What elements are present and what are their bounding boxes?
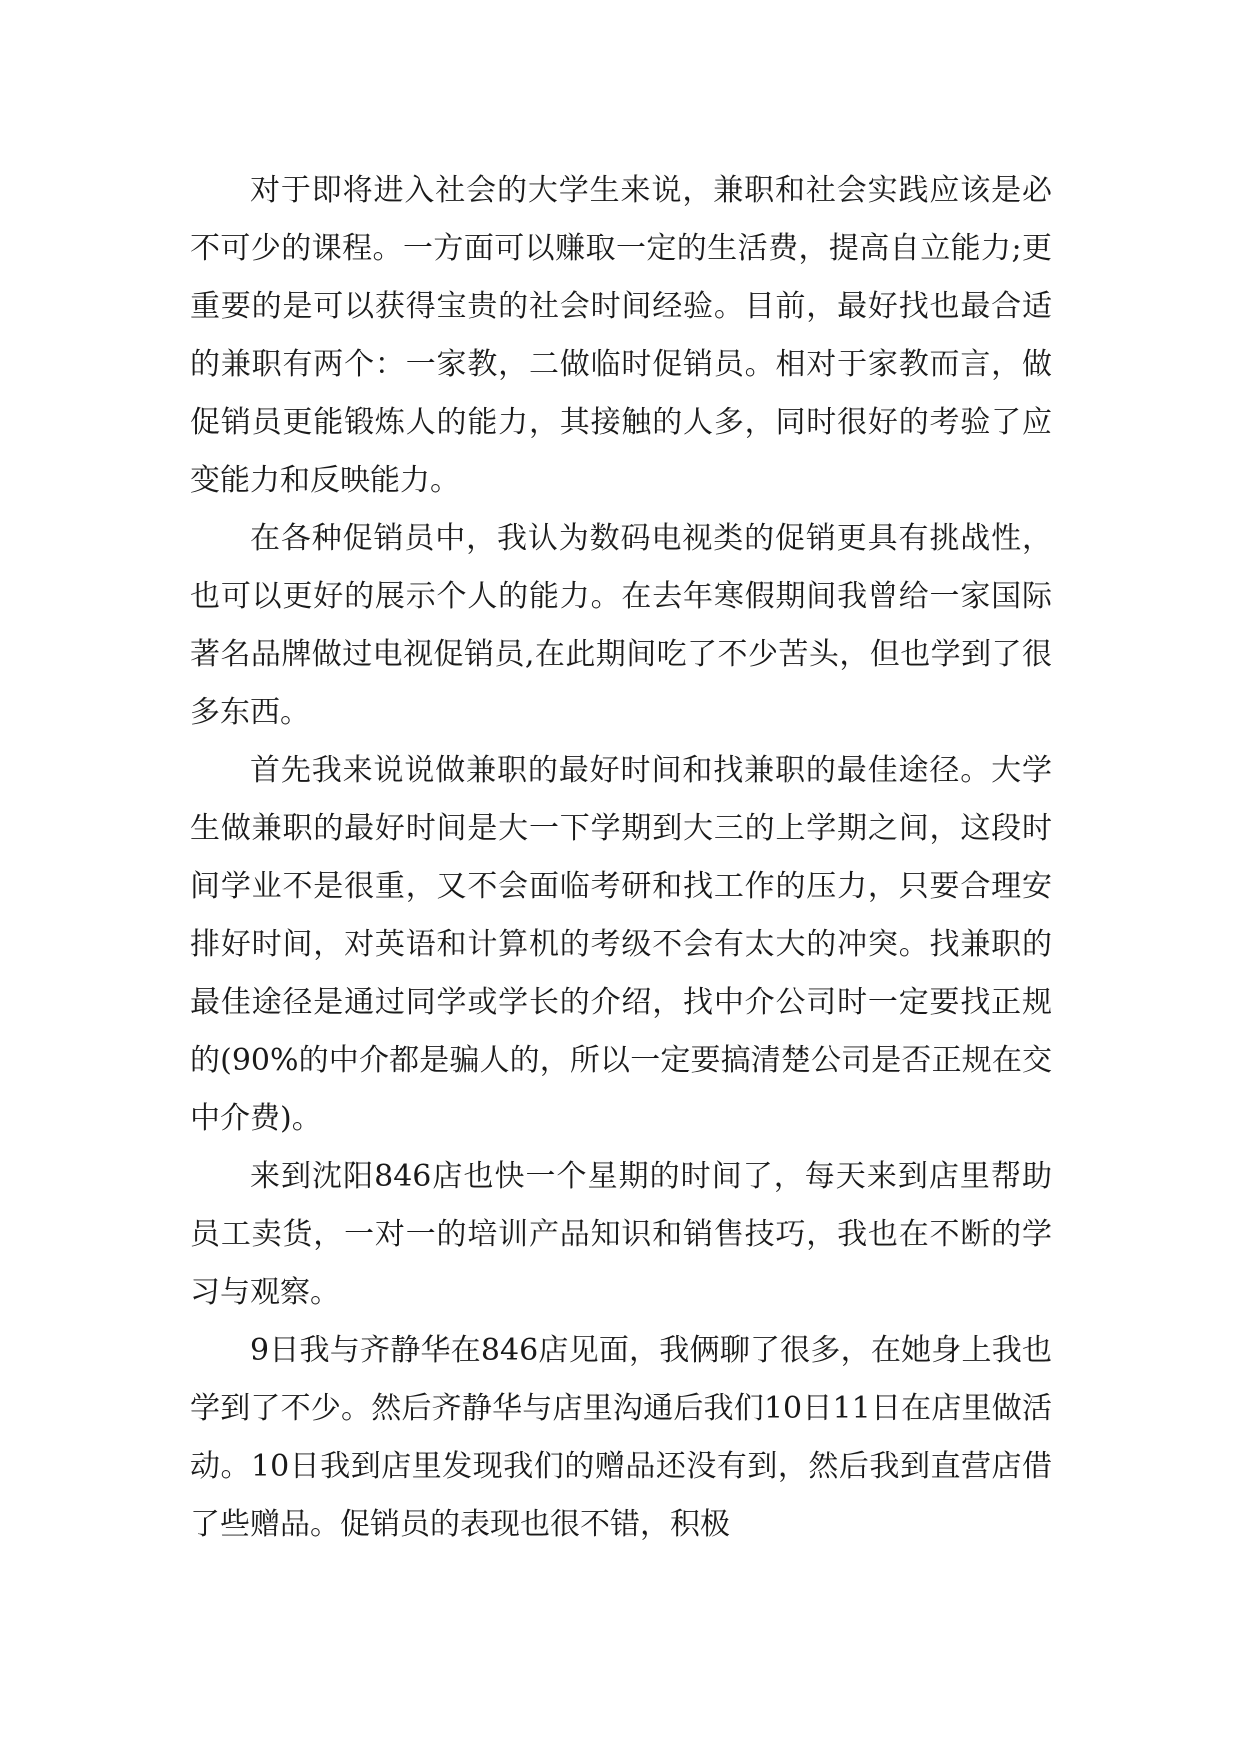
paragraph-5: 9日我与齐静华在846店见面，我俩聊了很多，在她身上我也学到了不少。然后齐静华与店里沟通后我们10日11日在店里做活动。10日我到店里发现我们的赠品还没有到，然后我到直营店借了些赠品。促销员的表现也很不错，积极	[190, 1333, 1052, 1542]
document-body	[190, 162, 1052, 1554]
paragraph-4: 来到沈阳846店也快一个星期的时间了，每天来到店里帮助员工卖货，一对一的培训产品知识和销售技巧，我也在不断的学习与观察。	[190, 1159, 1052, 1310]
paragraph-1: 对于即将进入社会的大学生来说，兼职和社会实践应该是必不可少的课程。一方面可以赚取一定的生活费，提高自立能力;更重要的是可以获得宝贵的社会时间经验。目前，最好找也最合适的兼职有两个：一家教，二做临时促销员。相对于家教而言，做促销员更能锻炼人的能力，其接触的人多，同时很好的考验了应变能力和反映能力。	[190, 173, 1052, 498]
paragraph-3: 首先我来说说做兼职的最好时间和找兼职的最佳途径。大学生做兼职的最好时间是大一下学期到大三的上学期之间，这段时间学业不是很重，又不会面临考研和找工作的压力，只要合理安排好时间，对英语和计算机的考级不会有太大的冲突。找兼职的最佳途径是通过同学或学长的介绍，找中介公司时一定要找正规的(90%的中介都是骗人的，所以一定要搞清楚公司是否正规在交中介费)。	[190, 753, 1052, 1136]
paragraph-2: 在各种促销员中，我认为数码电视类的促销更具有挑战性，也可以更好的展示个人的能力。在去年寒假期间我曾给一家国际著名品牌做过电视促销员,在此期间吃了不少苦头，但也学到了很多东西。	[190, 521, 1052, 730]
